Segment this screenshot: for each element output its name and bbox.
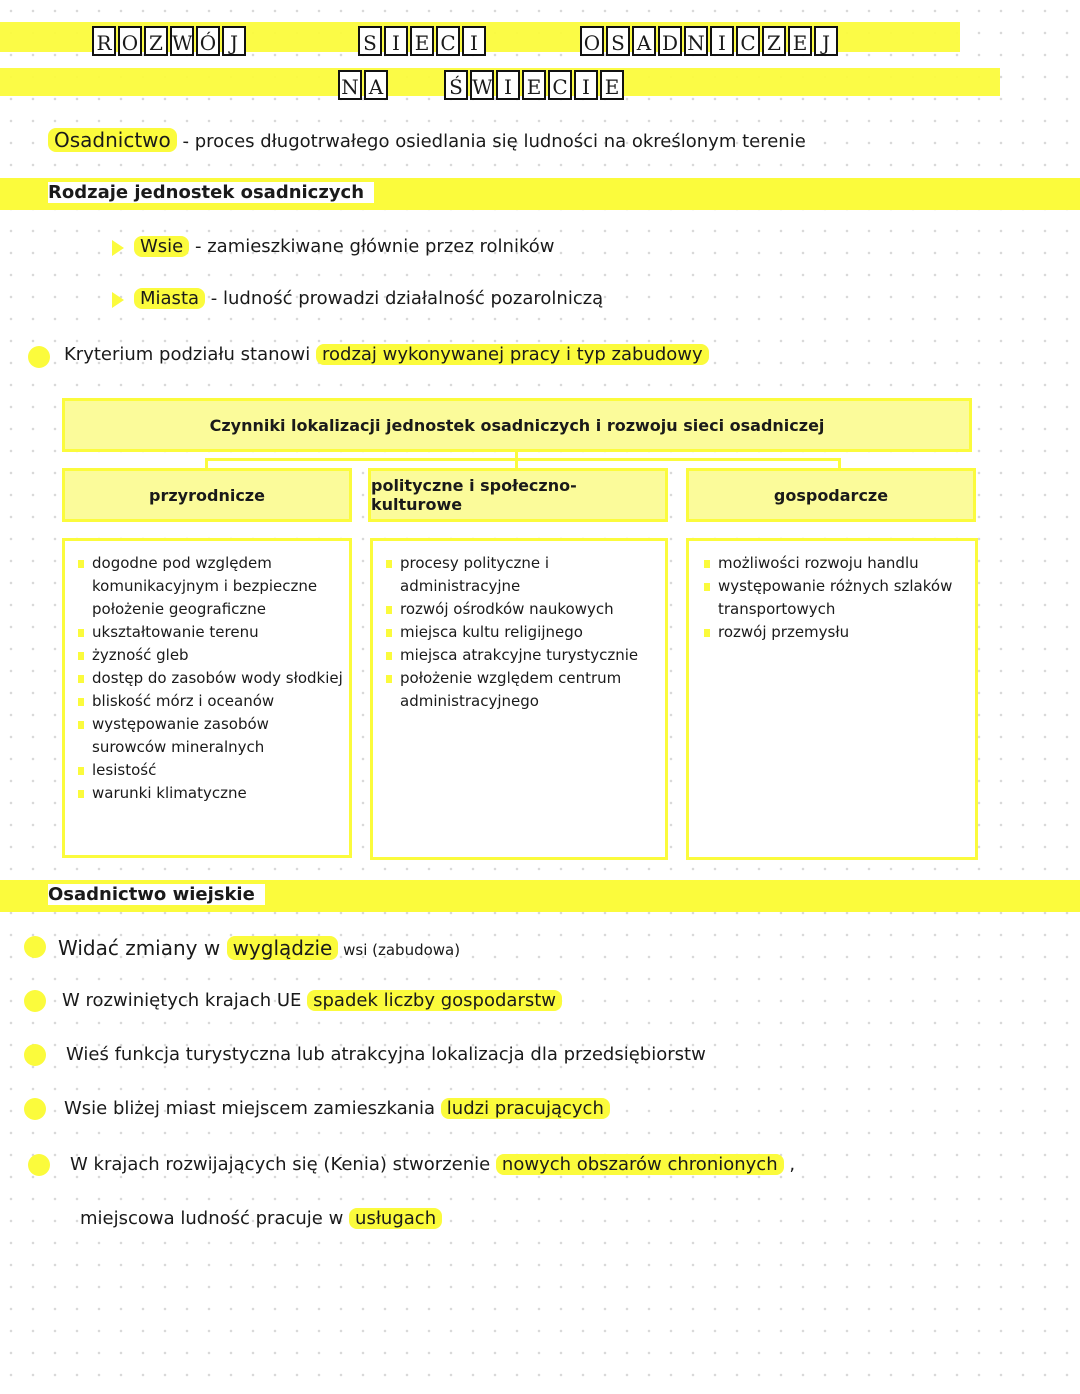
types-bullet-1 [112, 240, 124, 256]
rural-line-5-after: , [783, 1154, 796, 1175]
column-header-gospodarcze [686, 468, 976, 522]
factor-item: występowanie zasobów surowców mineralnych [78, 713, 344, 759]
types-text-wsie: - zamieszkiwane głównie przez rolników [195, 236, 555, 257]
rural-line-1-after: wsi (zabudowa) [338, 941, 461, 959]
connector-horizontal [205, 458, 840, 461]
factor-item: miejsca kultu religijnego [386, 621, 658, 644]
title-letter: D [658, 26, 682, 56]
factors-title [62, 398, 972, 452]
factor-item: możliwości rozwoju handlu [704, 552, 966, 575]
title-letter: W [170, 26, 194, 56]
factor-item: występowanie różnych szlaków transportowych [704, 575, 966, 621]
title-word-swiecie [444, 70, 626, 100]
title-word-rozwoj [92, 26, 248, 56]
title-word-osadniczej [580, 26, 840, 56]
rural-line-4-highlight: ludzi pracujących [441, 1098, 610, 1119]
rural-line-1-highlight: wyglądzie [227, 936, 339, 960]
factors-list-przyrodnicze [78, 552, 344, 805]
title-letter: Ó [196, 26, 220, 56]
factor-item: rozwój przemysłu [704, 621, 966, 644]
column-header-przyrodnicze [62, 468, 352, 522]
factors-list-polityczne [386, 552, 658, 713]
criterion-highlight: rodzaj wykonywanej pracy i typ zabudowy [316, 344, 709, 365]
types-text-miasta: - ludność prowadzi działalność pozarolniczą [210, 288, 604, 309]
column-header-polityczne [368, 468, 668, 522]
title-letter: I [384, 26, 408, 56]
title-letter: O [580, 26, 604, 56]
rural-dot-2 [24, 990, 46, 1012]
rural-dot-1 [24, 936, 46, 958]
title-letter: Z [144, 26, 168, 56]
factor-item: żyzność gleb [78, 644, 344, 667]
title-letter: J [814, 26, 838, 56]
types-item-miasta [134, 288, 603, 309]
rural-line-5-before: W krajach rozwijających się (Kenia) stworzenie [70, 1154, 496, 1175]
title-letter: E [600, 70, 624, 100]
rural-line-3: Wieś funkcja turystyczna lub atrakcyjna lokalizacja dla przedsiębiorstw [66, 1044, 706, 1065]
types-item-wsie [134, 236, 554, 257]
title-letter: W [470, 70, 494, 100]
title-letter: C [736, 26, 760, 56]
rural-heading: Osadnictwo wiejskie [48, 884, 265, 905]
rural-line-4-before: Wsie bliżej miast miejscem zamieszkania [64, 1098, 441, 1119]
rural-line-1-before: Widać zmiany w [58, 936, 227, 960]
rural-line-2-highlight: spadek liczby gospodarstw [307, 990, 562, 1011]
factor-item: ukształtowanie terenu [78, 621, 344, 644]
factor-item: bliskość mórz i oceanów [78, 690, 344, 713]
title-word-na [338, 70, 390, 100]
rural-line-2-before: W rozwiniętych krajach UE [62, 990, 308, 1011]
criterion-line [64, 344, 709, 365]
title-letter: A [364, 70, 388, 100]
title-letter: A [632, 26, 656, 56]
definition-line [48, 128, 806, 152]
types-term-wsie: Wsie [134, 236, 189, 257]
types-heading: Rodzaje jednostek osadniczych [48, 182, 374, 203]
rural-line-4 [64, 1098, 610, 1119]
title-letter: O [118, 26, 142, 56]
factors-list-gospodarcze [704, 552, 966, 644]
title-letter: Ś [444, 70, 468, 100]
title-letter: I [496, 70, 520, 100]
rural-line-5-highlight: nowych obszarów chronionych [496, 1154, 784, 1175]
rural-dot-4 [24, 1098, 46, 1120]
title-letter: N [338, 70, 362, 100]
rural-line-5 [70, 1154, 795, 1175]
title-letter: R [92, 26, 116, 56]
factors-title-text: Czynniki lokalizacji jednostek osadniczych i rozwoju sieci osadniczej [209, 415, 825, 435]
criterion-dot [28, 346, 50, 368]
title-letter: E [410, 26, 434, 56]
factor-item: dostęp do zasobów wody słodkiej [78, 667, 344, 690]
column-header-text-1: polityczne i społeczno-kulturowe [371, 476, 577, 514]
title-word-sieci [358, 26, 488, 56]
factor-item: procesy polityczne i administracyjne [386, 552, 658, 598]
title-letter: J [222, 26, 246, 56]
title-letter: I [462, 26, 486, 56]
rural-continuation-before: miejscowa ludność pracuje w [80, 1208, 350, 1229]
rural-dot-3 [24, 1044, 46, 1066]
title-letter: S [358, 26, 382, 56]
rural-continuation [80, 1208, 442, 1229]
criterion-prefix: Kryterium podziału stanowi [64, 344, 311, 365]
title-letter: E [788, 26, 812, 56]
definition-term: Osadnictwo [48, 128, 177, 152]
factor-item: dogodne pod względem komunikacyjnym i bezpieczne położenie geograficzne [78, 552, 344, 621]
column-header-text-0: przyrodnicze [149, 485, 265, 505]
factor-item: rozwój ośrodków naukowych [386, 598, 658, 621]
title-letter: E [522, 70, 546, 100]
title-letter: I [710, 26, 734, 56]
title-letter: Z [762, 26, 786, 56]
factor-item: lesistość [78, 759, 344, 782]
factor-item: miejsca atrakcyjne turystycznie [386, 644, 658, 667]
rural-line-1 [58, 936, 460, 960]
column-header-text-2: gospodarcze [773, 485, 889, 505]
definition-text: - proces długotrwałego osiedlania się ludności na określonym terenie [182, 131, 806, 152]
title-letter: I [574, 70, 598, 100]
title-letter: N [684, 26, 708, 56]
rural-continuation-highlight: usługach [349, 1208, 442, 1229]
title-letter: C [548, 70, 572, 100]
rural-line-2 [62, 990, 562, 1011]
types-bullet-2 [112, 292, 124, 308]
title-letter: C [436, 26, 460, 56]
rural-dot-5 [28, 1154, 50, 1176]
types-term-miasta: Miasta [134, 288, 205, 309]
factor-item: położenie względem centrum administracyjnego [386, 667, 658, 713]
title-letter: S [606, 26, 630, 56]
factor-item: warunki klimatyczne [78, 782, 344, 805]
